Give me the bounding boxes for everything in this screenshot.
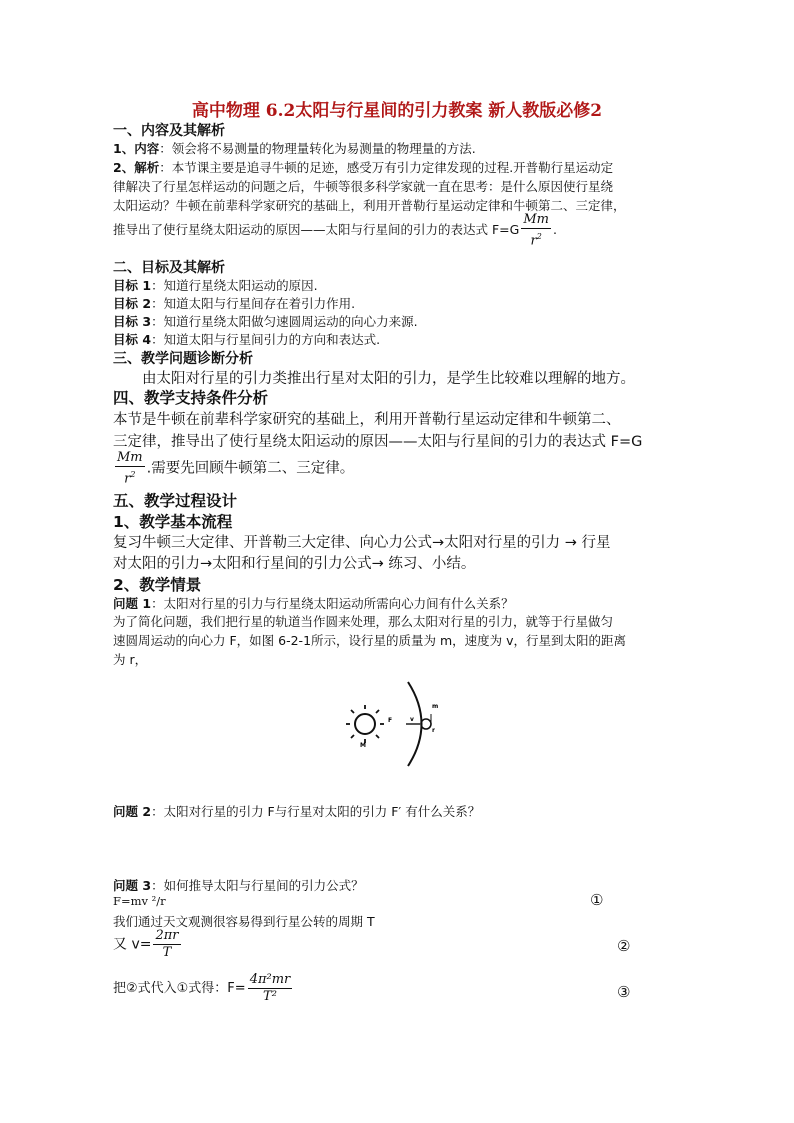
page-title: 高中物理 6.2太阳与行星间的引力教案 新人教版必修2 — [191, 101, 603, 121]
section-heading-content: 一、内容及其解析 — [113, 123, 225, 139]
equation-2: 又 v= $\frac{2\pi r}{T}$ — [113, 928, 179, 960]
gravity-fraction: $\frac{Mm}{r^2}$ — [523, 212, 549, 249]
figure-label-force: F — [388, 717, 393, 724]
subheading-flow: 1、教学基本流程 — [113, 513, 233, 531]
support-line-2: 三定律，推导出了使行星绕太阳运动的原因——太阳与行星间的引力的表达式 F=G — [113, 434, 643, 450]
sun-icon — [346, 705, 384, 743]
content-text: ：领会将不易测量的物理量转化为易测量的物理量的方法. — [159, 141, 476, 156]
equation-3-number: ③ — [617, 983, 631, 1001]
figure-label-velocity: v — [410, 716, 414, 723]
content-label: 1、内容 — [113, 141, 160, 156]
velocity-fraction: $\frac{2\pi r}{T}$ — [155, 928, 179, 960]
observation-text: 我们通过天文观测很容易得到行星公转的周期 T — [113, 914, 375, 929]
figure-label-radius: r — [432, 727, 435, 734]
flow-line-2: 对太阳的引力→太阳和行星间的引力公式→ 练习、小结。 — [113, 556, 476, 572]
question-1: 问题 1：太阳对行星的引力与行星绕太阳运动所需向心力间有什么关系？ — [113, 596, 514, 611]
section-heading-support: 四、教学支持条件分析 — [113, 389, 269, 407]
section-heading-goals: 二、目标及其解析 — [113, 260, 225, 276]
gravity-fraction: $\frac{Mm}{r^2}$ — [117, 450, 143, 487]
question-2: 问题 2：太阳对行星的引力 F与行星对太阳的引力 F′ 有什么关系？ — [113, 804, 481, 819]
figure-label-sun-mass: M — [360, 742, 366, 749]
goal-item: 目标 4：知道太阳与行星间引力的方向和表达式. — [113, 332, 381, 347]
equation-1: F=mv ²/r — [113, 894, 166, 908]
equation-1-number: ① — [590, 891, 604, 909]
analysis-line-2: 律解决了行星怎样运动的问题之后，牛顿等很多科学家就一直在思考：是什么原因使行星绕 — [113, 179, 614, 194]
subheading-scenario: 2、教学情景 — [113, 576, 202, 594]
force-fraction: $\frac{\text{4π²mr}}{\text{T²}}$ — [249, 972, 291, 1004]
goal-item: 目标 1：知道行星绕太阳运动的原因. — [113, 278, 318, 293]
question-1-line-3: 速圆周运动的向心力 F，如图 6-2-1所示，设行星的质量为 m，速度为 v，行星到太阳的距离 — [113, 633, 627, 648]
goal-item: 目标 2：知道太阳与行星间存在着引力作用. — [113, 296, 356, 311]
analysis-line-1: 2、解析：本节课主要是追寻牛顿的足迹，感受万有引力定律发现的过程.开普勒行星运动定 — [113, 160, 614, 175]
question-1-line-4: 为 r， — [113, 652, 148, 667]
analysis-line-4: 推导出了使行星绕太阳运动的原因——太阳与行星间的引力的表达式 F=G $\frac{Mm}{r^2}$ . — [113, 212, 557, 249]
question-3: 问题 3：如何推导太阳与行星间的引力公式？ — [113, 878, 364, 893]
equation-2-number: ② — [617, 937, 631, 955]
support-line-3: $\frac{Mm}{r^2}$ .需要先回顾牛顿第二、三定律。 — [117, 450, 355, 487]
diagnosis-text: 由太阳对行星的引力类推出行星对太阳的引力，是学生比较难以理解的地方。 — [142, 371, 635, 387]
equation-3: 把②式代入①式得：F= $\frac{\text{4π²mr}}{\text{T²}}$ — [113, 972, 291, 1004]
figure-label-mass: m — [432, 703, 439, 710]
support-line-1: 本节是牛顿在前辈科学家研究的基础上，利用开普勒行星运动定律和牛顿第二、 — [113, 412, 621, 428]
flow-line-1: 复习牛顿三大定律、开普勒三大定律、向心力公式→太阳对行星的引力 → 行星 — [113, 535, 611, 551]
section-heading-process: 五、教学过程设计 — [113, 492, 238, 510]
analysis-label: 2、解析 — [113, 160, 160, 175]
sun-planet-figure — [340, 676, 460, 772]
goal-item: 目标 3：知道行星绕太阳做匀速圆周运动的向心力来源. — [113, 314, 418, 329]
content-paragraph — [113, 139, 476, 157]
question-1-line-2: 为了简化问题，我们把行星的轨道当作圆来处理，那么太阳对行星的引力，就等于行星做匀 — [113, 614, 614, 629]
section-heading-diagnosis: 三、教学问题诊断分析 — [113, 351, 253, 367]
analysis-line-3: 太阳运动？牛顿在前辈科学家研究的基础上，利用开普勒行星运动定律和牛顿第二、三定律， — [113, 198, 626, 213]
